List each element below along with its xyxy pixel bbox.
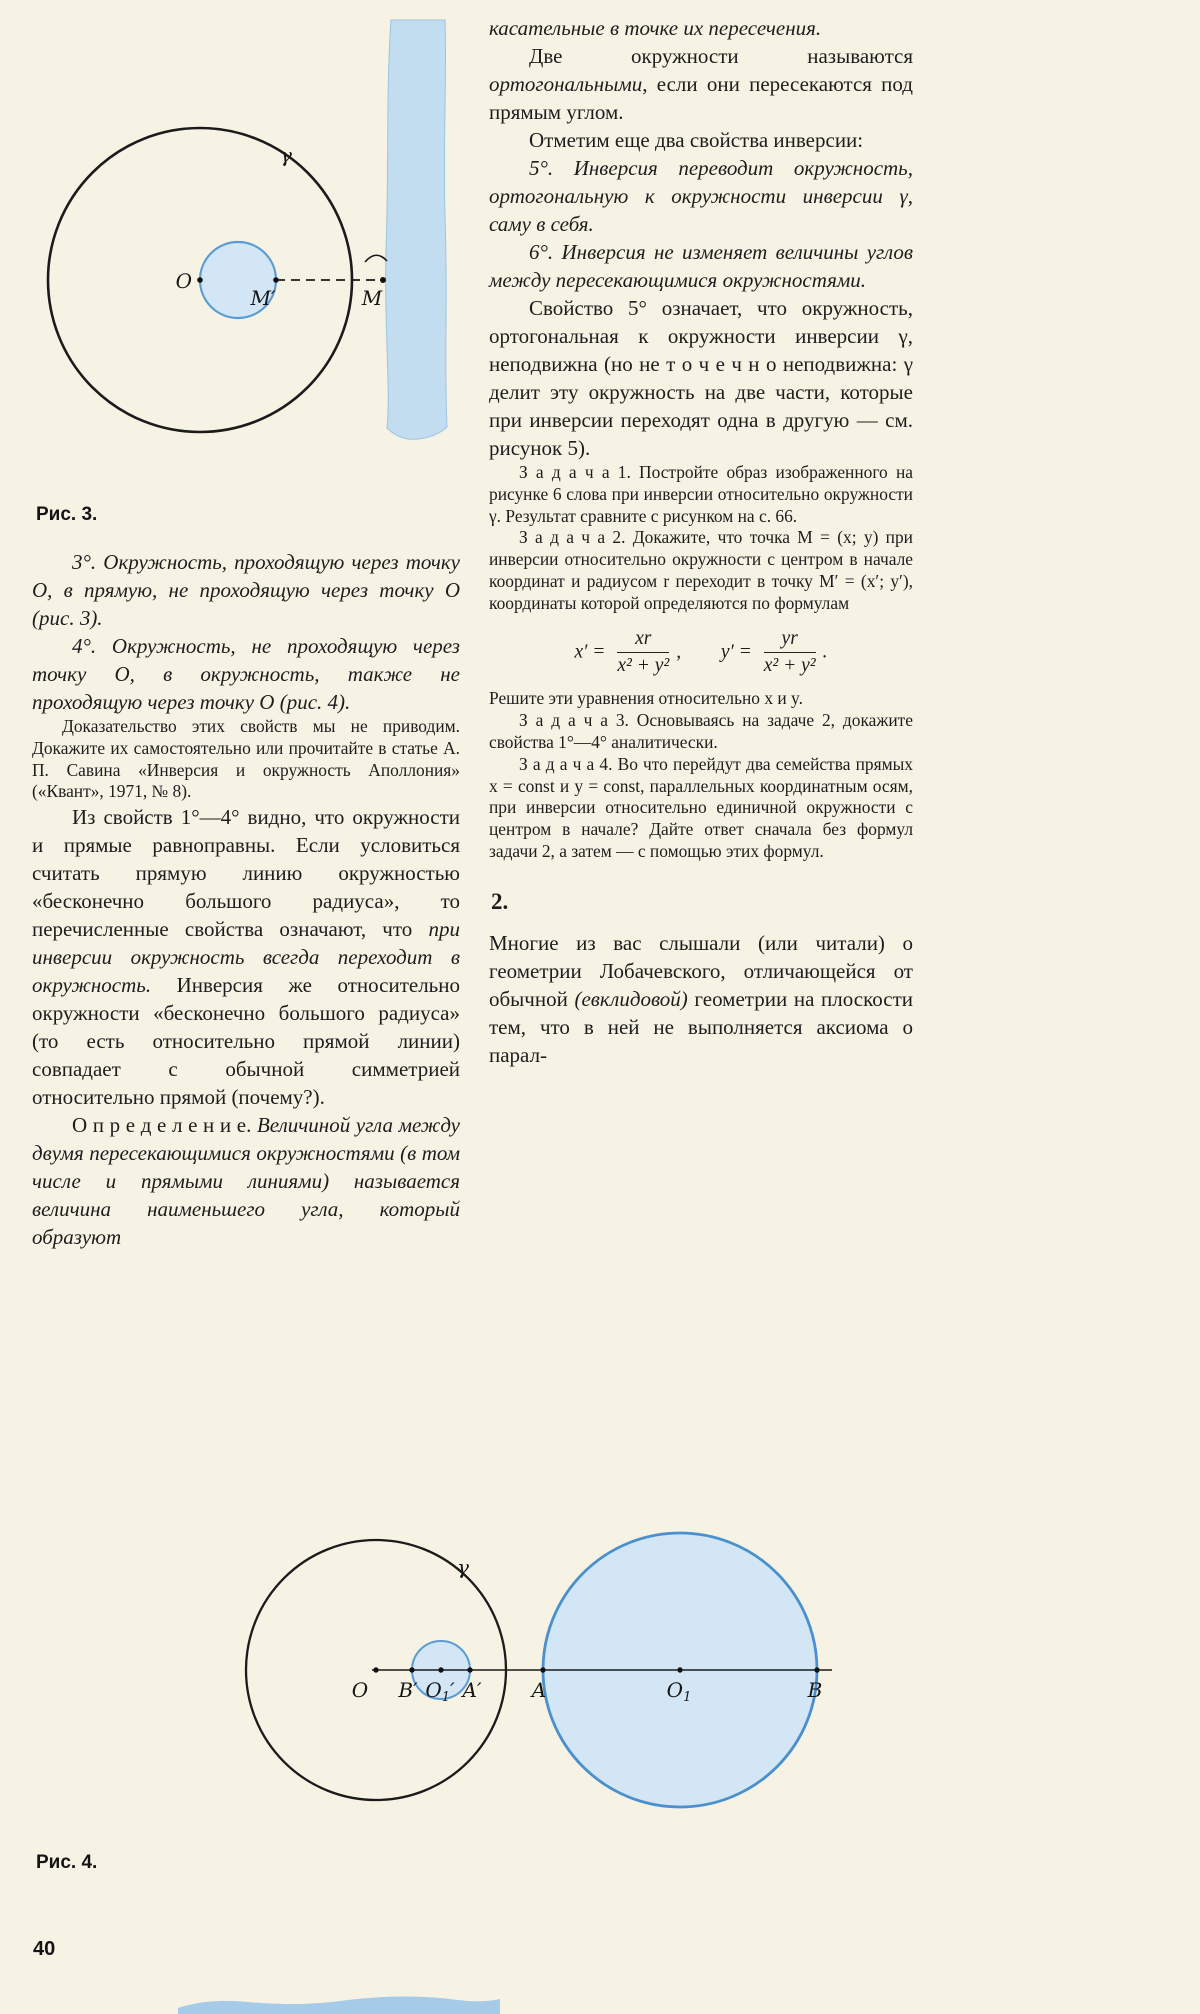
page-number: 40 bbox=[33, 1938, 56, 1960]
fig3-label-M-prime: M′ bbox=[250, 286, 276, 310]
fig3-point-M-prime bbox=[273, 277, 279, 283]
text-segment: Многие из вас слышали (или читали) о геометрии Лобачевского, отличающейся от обычной bbox=[489, 930, 913, 1011]
fig4-point-O bbox=[373, 1667, 378, 1672]
formula-separator: , bbox=[676, 640, 682, 662]
label-subscript: 1 bbox=[441, 1690, 451, 1705]
figure-3 bbox=[20, 0, 490, 545]
next-page-edge-band bbox=[178, 1997, 500, 2014]
fig4-label-B-prime: B′ bbox=[398, 1678, 418, 1702]
formula-lhs: x′ = bbox=[574, 640, 606, 662]
text-segment-italic: (евклидовой) bbox=[574, 986, 688, 1011]
fig4-point-A bbox=[540, 1667, 545, 1672]
fig4-label-A: A bbox=[531, 1678, 547, 1702]
proof-note: Доказательство этих свойств мы не приводим. Докажите их самостоятельно или прочитайте в статье А. П. Савина «Инверсия и окружность Аполлония» («Квант», 1971, № 8). bbox=[32, 716, 460, 802]
continuation-line: касательные в точке их пересечения. bbox=[489, 16, 822, 40]
figure-4-caption: Рис. 4. bbox=[36, 1852, 98, 1873]
fig4-point-B bbox=[814, 1667, 819, 1672]
two-properties-note: Отметим еще два свойства инверсии: bbox=[529, 128, 864, 152]
label-subscript: 1 bbox=[683, 1690, 692, 1705]
numerator: xr bbox=[617, 628, 669, 653]
task-2: З а д а ч а 2. Докажите, что точка M = (x; y) при инверсии относительно окружности с центром в начале координат и радиусом r переходит в точку M′ = (x′; y′), координаты которой определяются по формулам bbox=[489, 527, 913, 613]
label-prime: ′ bbox=[450, 1678, 455, 1702]
task-4: З а д а ч а 4. Во что перейдут два семейства прямых x = const и y = const, параллельных координатным осям, при инверсии относительно единичной окружности с центром в начале? Дайте ответ сначала без формул задачи 2, а затем — с помощью этих формул. bbox=[489, 753, 913, 861]
left-column bbox=[32, 548, 460, 1251]
text-segment: , если они пересекаются под прямым углом. bbox=[489, 72, 913, 124]
fig4-label-A-prime: A′ bbox=[462, 1678, 482, 1702]
denominator: x² + y² bbox=[617, 655, 670, 676]
fig3-label-M: M bbox=[361, 286, 383, 310]
task-1: З а д а ч а 1. Постройте образ изображенного на рисунке 6 слова при инверсии относительно окружности γ. Результат сравните с рисунком на с. 66. bbox=[489, 462, 913, 526]
fig4-point-O1-prime bbox=[438, 1667, 443, 1672]
property-4: 4°. Окружность, не проходящую через точку O, в окружность, также не проходящую через точку O (рис. 4). bbox=[32, 634, 460, 714]
formula-lhs: y′ = bbox=[720, 640, 752, 662]
fig3-point-O bbox=[197, 277, 203, 283]
label-base: O bbox=[666, 1678, 684, 1702]
right-column bbox=[489, 14, 913, 1069]
fig4-point-B-prime bbox=[409, 1667, 414, 1672]
definition-paragraph bbox=[32, 1111, 460, 1251]
text-segment: Две окружности называются bbox=[529, 44, 913, 68]
fig4-label-gamma: γ bbox=[457, 1555, 469, 1579]
fig3-line-band bbox=[386, 20, 447, 439]
fig3-label-gamma: γ bbox=[280, 143, 292, 167]
summary-paragraph bbox=[32, 803, 460, 1111]
fig4-point-A-prime bbox=[467, 1667, 472, 1672]
definition-body: Величиной угла между двумя пересекающимися окружностями (в том числе и прямыми линиями) называется величина наименьшего угла, который образуют bbox=[32, 1113, 460, 1250]
text-segment: Инверсия же относительно окружности «бесконечно большого радиуса» (то есть относительно прямой линии) совпадает с обычной симметрией относительно прямой (почему?). bbox=[32, 973, 460, 1110]
text-segment: геометрии на плоскости тем, что в ней не выполняется аксиома о парал- bbox=[489, 986, 913, 1067]
fig4-label-O1-prime bbox=[425, 1678, 455, 1705]
fig3-label-O: O bbox=[175, 269, 192, 293]
label-base: O bbox=[425, 1678, 442, 1702]
text-segment-italic: ортогональными bbox=[489, 72, 643, 96]
denominator: x² + y² bbox=[763, 655, 816, 676]
property-3: 3°. Окружность, проходящую через точку O, в прямую, не проходящую через точку O (рис. 3). bbox=[32, 550, 460, 630]
fraction bbox=[764, 628, 816, 678]
figure-3-caption: Рис. 3. bbox=[36, 504, 98, 525]
inversion-formulas bbox=[489, 628, 913, 678]
figure-4 bbox=[230, 1488, 880, 1848]
task-3: З а д а ч а 3. Основываясь на задаче 2, докажите свойства 1°—4° аналитически. bbox=[489, 710, 913, 753]
property-6: 6°. Инверсия не изменяет величины углов между пересекающимися окружностями. bbox=[489, 240, 913, 292]
definition-term: О п р е д е л е н и е. bbox=[72, 1113, 252, 1138]
section-2-heading: 2. bbox=[491, 888, 509, 914]
text-segment: Из свойств 1°—4° видно, что окружности и прямые равноправны. Если условиться считать прямую линию окружностью «бесконечно большого радиуса», то перечисленные свойства означают, что bbox=[32, 805, 460, 942]
numerator: yr bbox=[764, 628, 816, 653]
fig4-label-O: O bbox=[351, 1678, 369, 1702]
property-5-explanation: Свойство 5° означает, что окружность, ортогональная к окружности инверсии γ, неподвижна (но не т о ч е ч н о неподвижна: γ делит эту окружность на две части, которые при инверсии переходят одна в другую — см. рисунок 5). bbox=[489, 296, 913, 460]
fig4-label-B: B bbox=[807, 1678, 823, 1702]
fig3-arc-mark bbox=[365, 255, 387, 262]
text-segment-italic: при инверсии окружность всегда переходит в окружность. bbox=[32, 917, 460, 998]
fraction bbox=[617, 628, 669, 678]
fig3-point-M bbox=[380, 277, 386, 283]
bottom-page-edge bbox=[178, 1992, 500, 2014]
lobachevsky-paragraph bbox=[489, 929, 913, 1069]
solve-note: Решите эти уравнения относительно x и y. bbox=[489, 688, 803, 709]
fig4-point-O1 bbox=[677, 1667, 682, 1672]
property-5: 5°. Инверсия переводит окружность, ортогональную к окружности инверсии γ, саму в себя. bbox=[489, 156, 913, 236]
orthogonal-definition bbox=[489, 42, 913, 126]
formula-period: . bbox=[822, 640, 828, 662]
